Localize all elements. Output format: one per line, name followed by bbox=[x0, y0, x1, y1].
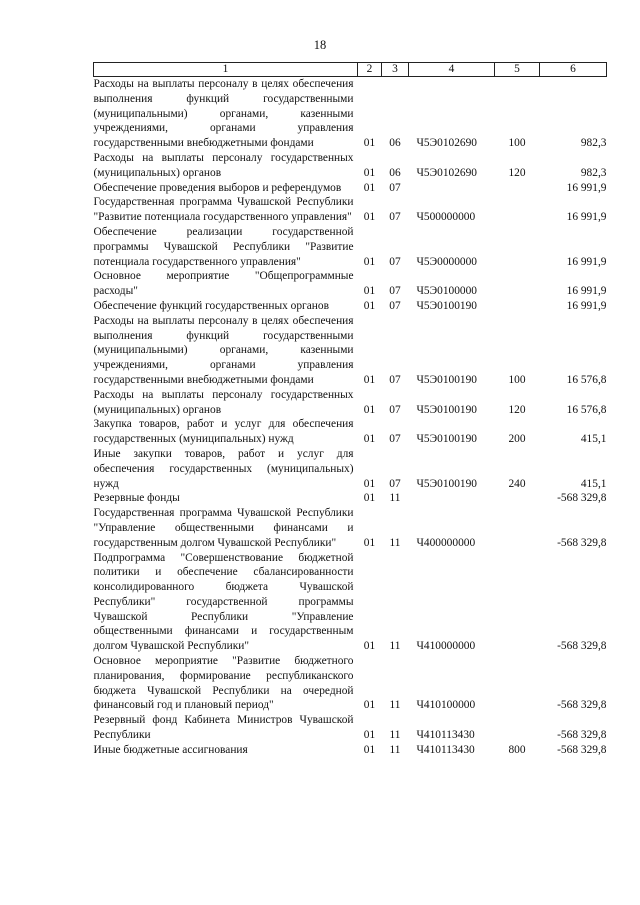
row-target-item: Ч5Э0100000 bbox=[416, 285, 477, 298]
row-target-item: Ч5Э0102690 bbox=[416, 166, 477, 179]
row-section: 01 bbox=[363, 433, 376, 446]
row-name: Государственная программа Чувашской Республики "Управление общественными финансами и государственным долгом Чувашской Республики" bbox=[93, 507, 354, 549]
row-amount: 16 576,8 bbox=[566, 373, 607, 386]
column-header-name: 1 bbox=[94, 63, 358, 77]
table-header-row bbox=[94, 63, 607, 77]
row-amount: -568 329,8 bbox=[557, 729, 607, 742]
row-target-item: Ч410000000 bbox=[416, 640, 476, 653]
row-target-item: Ч5Э0100190 bbox=[416, 299, 477, 312]
row-subsection: 07 bbox=[389, 299, 401, 312]
row-name: Обеспечение функций государственных органов bbox=[93, 299, 329, 312]
row-subsection: 06 bbox=[389, 166, 401, 179]
row-expense-type bbox=[495, 269, 540, 299]
table-row bbox=[94, 417, 607, 447]
row-expense-type bbox=[495, 713, 540, 743]
row-subsection: 11 bbox=[389, 729, 401, 742]
row-expense-type bbox=[495, 299, 540, 314]
row-amount: 16 991,9 bbox=[566, 211, 607, 224]
table-row bbox=[94, 225, 607, 269]
row-section: 01 bbox=[363, 181, 376, 194]
row-subsection: 11 bbox=[389, 536, 401, 549]
row-expense-type: 120 bbox=[508, 166, 526, 179]
row-name: Расходы на выплаты персоналу государственных (муниципальных) органов bbox=[93, 151, 354, 179]
page-number: 18 bbox=[313, 38, 327, 52]
row-name: Основное мероприятие "Общепрограммные расходы" bbox=[93, 270, 354, 298]
table-row bbox=[94, 388, 607, 418]
row-amount: 16 991,9 bbox=[566, 255, 607, 268]
row-subsection: 07 bbox=[389, 477, 401, 490]
row-target-item bbox=[409, 491, 495, 506]
row-expense-type bbox=[495, 654, 540, 713]
row-section: 01 bbox=[363, 640, 376, 653]
row-amount: 415,1 bbox=[580, 477, 607, 490]
row-subsection: 07 bbox=[389, 285, 401, 298]
row-expense-type: 800 bbox=[508, 743, 526, 756]
row-subsection: 11 bbox=[389, 743, 401, 756]
table-row bbox=[94, 299, 607, 314]
row-target-item: Ч5Э0100190 bbox=[416, 477, 477, 490]
table-row bbox=[94, 447, 607, 491]
row-expense-type bbox=[495, 225, 540, 269]
column-header-amount: 6 bbox=[540, 63, 607, 77]
row-target-item: Ч410113430 bbox=[416, 729, 475, 742]
row-subsection: 11 bbox=[389, 492, 401, 505]
table-row bbox=[94, 314, 607, 388]
row-target-item: Ч500000000 bbox=[416, 211, 476, 224]
row-amount: 16 991,9 bbox=[566, 299, 607, 312]
row-section: 01 bbox=[363, 536, 376, 549]
table-row bbox=[94, 551, 607, 655]
table-row bbox=[94, 151, 607, 181]
row-target-item: Ч5Э0100190 bbox=[416, 403, 477, 416]
table-row bbox=[94, 743, 607, 758]
table-body bbox=[94, 77, 607, 758]
row-amount: 415,1 bbox=[580, 433, 607, 446]
row-expense-type: 200 bbox=[508, 433, 526, 446]
row-amount: 16 991,9 bbox=[566, 181, 607, 194]
row-target-item: Ч410100000 bbox=[416, 699, 476, 712]
row-expense-type bbox=[495, 551, 540, 655]
row-name: Государственная программа Чувашской Республики "Развитие потенциала государственного управления" bbox=[93, 196, 354, 224]
column-header-target-item: 4 bbox=[409, 63, 495, 77]
row-subsection: 07 bbox=[389, 255, 401, 268]
row-section: 01 bbox=[363, 743, 376, 756]
row-amount: 982,3 bbox=[580, 166, 607, 179]
row-subsection: 11 bbox=[389, 640, 401, 653]
row-section: 01 bbox=[363, 211, 376, 224]
row-target-item: Ч410113430 bbox=[416, 743, 475, 756]
row-amount: 982,3 bbox=[580, 137, 607, 150]
row-expense-type: 100 bbox=[508, 373, 526, 386]
table-row bbox=[94, 506, 607, 550]
row-subsection: 07 bbox=[389, 433, 401, 446]
row-section: 01 bbox=[363, 699, 376, 712]
row-subsection: 07 bbox=[389, 181, 401, 194]
table-row bbox=[94, 654, 607, 713]
row-expense-type: 100 bbox=[508, 137, 526, 150]
table-row bbox=[94, 195, 607, 225]
row-subsection: 06 bbox=[389, 137, 401, 150]
table-row bbox=[94, 269, 607, 299]
row-amount: -568 329,8 bbox=[557, 640, 607, 653]
row-name: Расходы на выплаты персоналу в целях обеспечения выполнения функций государственными (муниципальными) органами, казенными учреждениями, органами управления государственными внебюджетными фондами bbox=[93, 314, 354, 386]
column-header-subsection: 3 bbox=[382, 63, 409, 77]
row-amount: -568 329,8 bbox=[557, 743, 607, 756]
table-row bbox=[94, 491, 607, 506]
row-name: Расходы на выплаты персоналу в целях обеспечения выполнения функций государственными (муниципальными) органами, казенными учреждениями, органами управления государственными внебюджетными фондами bbox=[93, 78, 354, 150]
row-name: Иные закупки товаров, работ и услуг для обеспечения государственных (муниципальных) нужд bbox=[93, 447, 354, 490]
row-expense-type bbox=[495, 195, 540, 225]
row-section: 01 bbox=[363, 255, 376, 268]
row-section: 01 bbox=[363, 166, 376, 179]
row-name: Резервные фонды bbox=[93, 492, 180, 505]
row-name: Расходы на выплаты персоналу государственных (муниципальных) органов bbox=[93, 388, 354, 416]
row-amount: 16 991,9 bbox=[566, 285, 607, 298]
table-row bbox=[94, 713, 607, 743]
row-section: 01 bbox=[363, 137, 376, 150]
row-name: Подпрограмма "Совершенствование бюджетной политики и обеспечение сбалансированности консолидированного бюджета Чувашской Республики" государственной программы Чувашской Республики "Управление общественными финансами и государственным долгом Чувашской Республики" bbox=[93, 551, 354, 653]
row-expense-type bbox=[495, 491, 540, 506]
row-target-item: Ч5Э0100190 bbox=[416, 373, 477, 386]
row-subsection: 07 bbox=[389, 403, 401, 416]
row-section: 01 bbox=[363, 403, 376, 416]
row-amount: -568 329,8 bbox=[557, 492, 607, 505]
row-expense-type: 240 bbox=[508, 477, 526, 490]
row-subsection: 07 bbox=[389, 211, 401, 224]
row-name: Резервный фонд Кабинета Министров Чувашской Республики bbox=[93, 714, 354, 742]
row-section: 01 bbox=[363, 299, 376, 312]
row-expense-type bbox=[495, 506, 540, 550]
row-name: Обеспечение проведения выборов и референдумов bbox=[93, 181, 342, 194]
row-amount: -568 329,8 bbox=[557, 699, 607, 712]
row-subsection: 07 bbox=[389, 373, 401, 386]
row-section: 01 bbox=[363, 477, 376, 490]
row-section: 01 bbox=[363, 373, 376, 386]
row-target-item: Ч5Э0102690 bbox=[416, 137, 477, 150]
row-name: Основное мероприятие "Развитие бюджетного планирования, формирование республиканского бюджета Чувашской Республики на очередной финансовый год и плановый период" bbox=[93, 655, 354, 712]
row-expense-type: 120 bbox=[508, 403, 526, 416]
column-header-expense-type: 5 bbox=[495, 63, 540, 77]
budget-table bbox=[93, 62, 607, 758]
row-section: 01 bbox=[363, 492, 376, 505]
column-header-section: 2 bbox=[358, 63, 382, 77]
row-name: Иные бюджетные ассигнования bbox=[93, 743, 248, 756]
row-target-item: Ч400000000 bbox=[416, 536, 476, 549]
row-target-item bbox=[409, 181, 495, 196]
row-name: Обеспечение реализации государственной программы Чувашской Республики "Развитие потенциала государственного управления" bbox=[93, 225, 354, 268]
row-target-item: Ч5Э0000000 bbox=[416, 255, 477, 268]
table-row bbox=[94, 181, 607, 196]
row-amount: 16 576,8 bbox=[566, 403, 607, 416]
row-amount: -568 329,8 bbox=[557, 536, 607, 549]
row-subsection: 11 bbox=[389, 699, 401, 712]
row-expense-type bbox=[495, 181, 540, 196]
row-section: 01 bbox=[363, 285, 376, 298]
table-row bbox=[94, 77, 607, 151]
row-name: Закупка товаров, работ и услуг для обеспечения государственных (муниципальных) нужд bbox=[93, 418, 354, 446]
row-target-item: Ч5Э0100190 bbox=[416, 433, 477, 446]
row-section: 01 bbox=[363, 729, 376, 742]
